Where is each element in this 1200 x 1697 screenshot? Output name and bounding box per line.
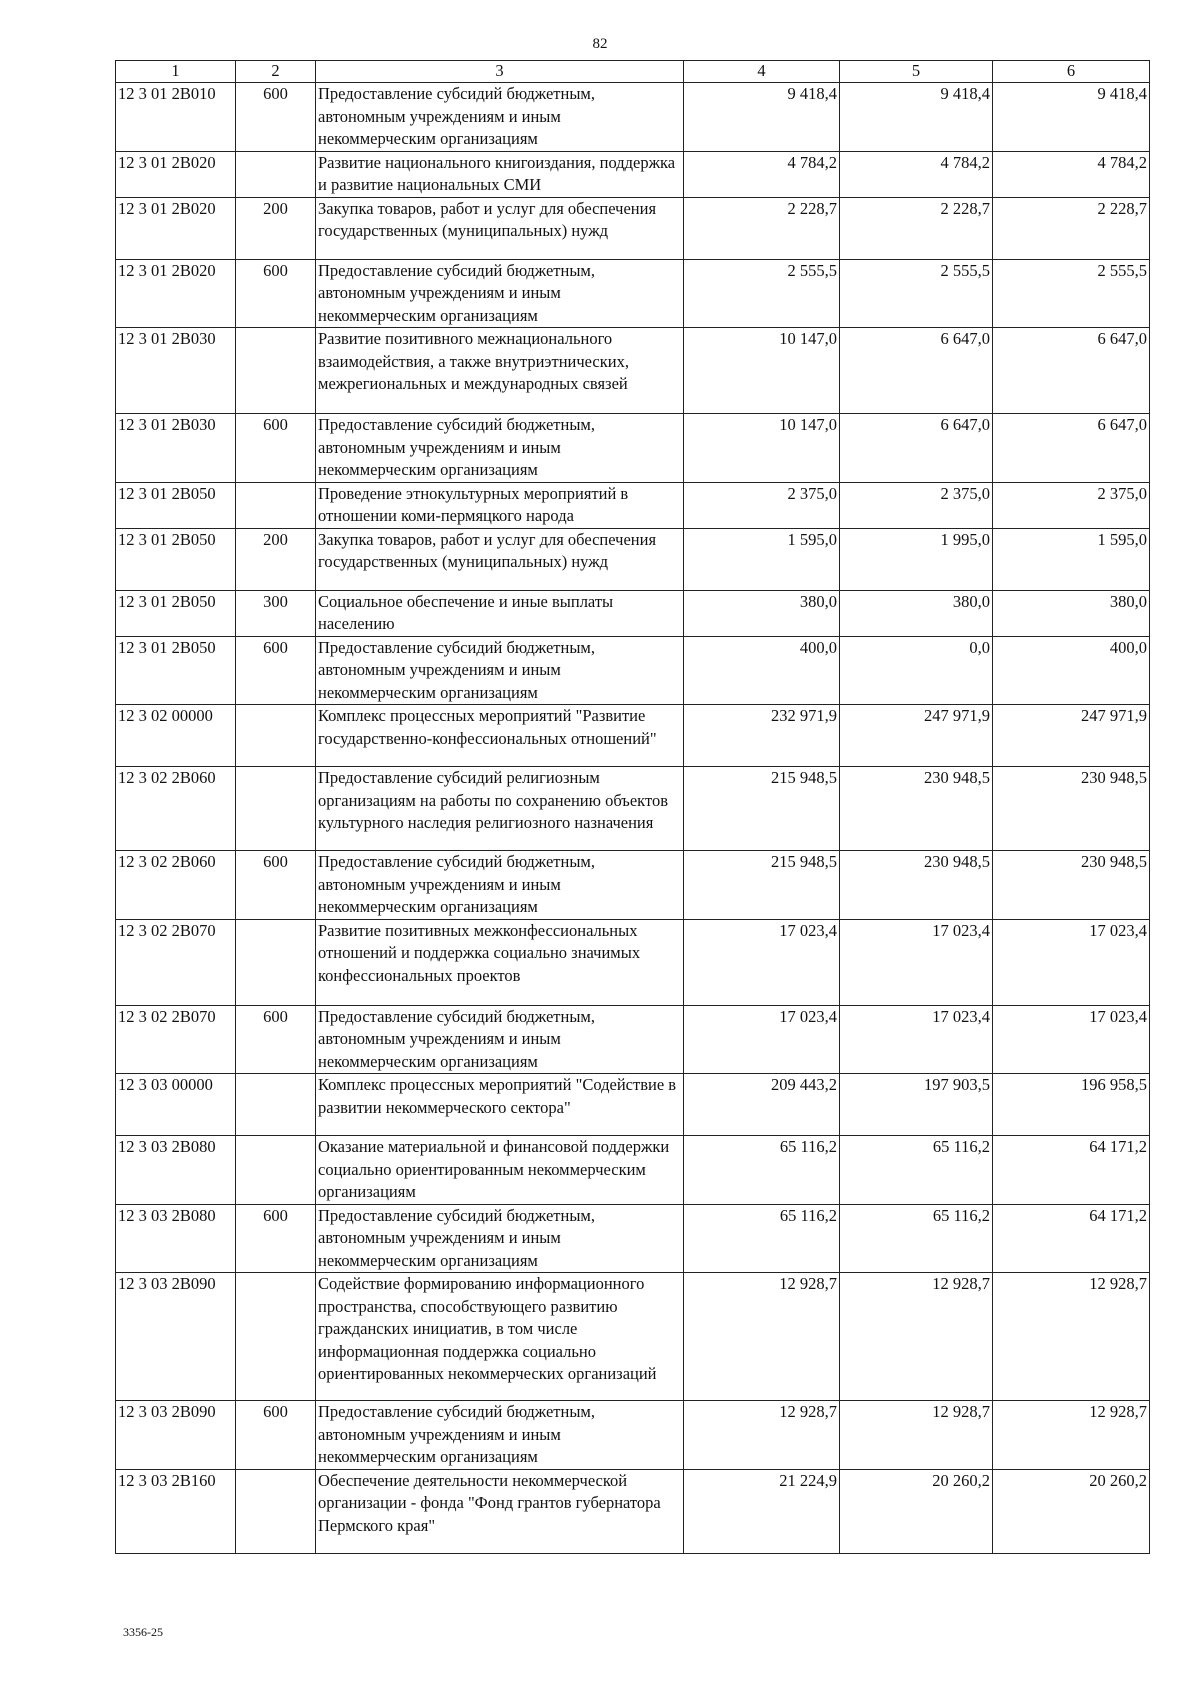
row-value-col4: 9 418,4 [684,83,840,152]
row-value-col4: 12 928,7 [684,1401,840,1470]
row-expense-type [236,1136,316,1205]
table-row [116,1005,1150,1074]
row-value-col6: 20 260,2 [993,1469,1150,1553]
row-value-col6: 2 375,0 [993,482,1150,528]
row-value-col6: 12 928,7 [993,1273,1150,1401]
row-value-col6: 230 948,5 [993,767,1150,851]
row-expense-type: 600 [236,83,316,152]
row-code: 12 3 02 2B060 [116,851,236,920]
table-row [116,1273,1150,1401]
row-value-col6: 247 971,9 [993,705,1150,767]
row-value-col4: 209 443,2 [684,1074,840,1136]
document-footer-code: 3356-25 [123,1625,163,1639]
row-code: 12 3 03 2B160 [116,1469,236,1553]
row-value-col5: 65 116,2 [840,1204,993,1273]
row-value-col6: 4 784,2 [993,151,1150,197]
column-header: 5 [840,61,993,83]
row-value-col5: 2 375,0 [840,482,993,528]
table-row [116,151,1150,197]
row-name: Предоставление субсидий бюджетным, автономным учреждениям и иным некоммерческим организациям [316,636,684,705]
table-row [116,197,1150,259]
row-value-col4: 2 375,0 [684,482,840,528]
table-row [116,1401,1150,1470]
row-value-col5: 9 418,4 [840,83,993,152]
row-value-col5: 230 948,5 [840,767,993,851]
row-value-col5: 197 903,5 [840,1074,993,1136]
row-value-col4: 4 784,2 [684,151,840,197]
row-value-col6: 17 023,4 [993,919,1150,1005]
row-name: Предоставление субсидий бюджетным, автономным учреждениям и иным некоммерческим организациям [316,259,684,328]
column-header: 6 [993,61,1150,83]
row-name: Комплекс процессных мероприятий "Содействие в развитии некоммерческого сектора" [316,1074,684,1136]
row-name: Комплекс процессных мероприятий "Развитие государственно-конфессиональных отношений" [316,705,684,767]
row-name: Развитие позитивных межконфессиональных отношений и поддержка социально значимых конфессиональных проектов [316,919,684,1005]
column-header: 1 [116,61,236,83]
row-value-col6: 380,0 [993,590,1150,636]
row-value-col4: 215 948,5 [684,851,840,920]
row-value-col5: 17 023,4 [840,1005,993,1074]
row-value-col4: 65 116,2 [684,1136,840,1205]
row-expense-type [236,328,316,414]
row-value-col5: 2 228,7 [840,197,993,259]
row-value-col5: 17 023,4 [840,919,993,1005]
row-name: Предоставление субсидий бюджетным, автономным учреждениям и иным некоммерческим организациям [316,414,684,483]
table-row [116,1469,1150,1553]
row-value-col6: 196 958,5 [993,1074,1150,1136]
row-expense-type [236,1074,316,1136]
row-value-col4: 1 595,0 [684,528,840,590]
row-value-col4: 65 116,2 [684,1204,840,1273]
row-value-col4: 380,0 [684,590,840,636]
table-body [116,83,1150,1554]
row-expense-type: 600 [236,1204,316,1273]
row-value-col4: 2 228,7 [684,197,840,259]
row-expense-type [236,151,316,197]
row-value-col5: 0,0 [840,636,993,705]
row-value-col5: 12 928,7 [840,1401,993,1470]
table-row [116,1074,1150,1136]
row-value-col6: 9 418,4 [993,83,1150,152]
row-value-col6: 400,0 [993,636,1150,705]
table-row [116,1204,1150,1273]
row-code: 12 3 01 2B030 [116,414,236,483]
row-code: 12 3 02 2B070 [116,1005,236,1074]
row-value-col4: 400,0 [684,636,840,705]
table-row [116,851,1150,920]
row-expense-type: 200 [236,528,316,590]
row-code: 12 3 03 2B080 [116,1204,236,1273]
row-code: 12 3 02 00000 [116,705,236,767]
row-expense-type: 200 [236,197,316,259]
row-code: 12 3 01 2B020 [116,259,236,328]
row-name: Закупка товаров, работ и услуг для обеспечения государственных (муниципальных) нужд [316,197,684,259]
row-value-col4: 12 928,7 [684,1273,840,1401]
table-row [116,636,1150,705]
row-value-col4: 17 023,4 [684,1005,840,1074]
row-code: 12 3 03 2B090 [116,1273,236,1401]
row-expense-type [236,919,316,1005]
row-value-col5: 65 116,2 [840,1136,993,1205]
row-name: Предоставление субсидий бюджетным, автономным учреждениям и иным некоммерческим организациям [316,83,684,152]
row-name: Предоставление субсидий бюджетным, автономным учреждениям и иным некоммерческим организациям [316,851,684,920]
row-value-col4: 2 555,5 [684,259,840,328]
row-code: 12 3 01 2B020 [116,151,236,197]
row-value-col5: 230 948,5 [840,851,993,920]
row-code: 12 3 02 2B070 [116,919,236,1005]
row-expense-type [236,705,316,767]
table-row [116,259,1150,328]
row-name: Развитие позитивного межнационального взаимодействия, а также внутриэтнических, межрегиональных и международных связей [316,328,684,414]
row-expense-type: 600 [236,1401,316,1470]
budget-table [115,60,1150,1554]
table-row [116,328,1150,414]
row-expense-type: 600 [236,414,316,483]
row-code: 12 3 02 2B060 [116,767,236,851]
row-code: 12 3 03 2B080 [116,1136,236,1205]
row-expense-type: 300 [236,590,316,636]
row-code: 12 3 03 2B090 [116,1401,236,1470]
row-name: Социальное обеспечение и иные выплаты населению [316,590,684,636]
column-header: 2 [236,61,316,83]
row-value-col5: 6 647,0 [840,328,993,414]
row-value-col5: 2 555,5 [840,259,993,328]
row-value-col5: 20 260,2 [840,1469,993,1553]
row-expense-type: 600 [236,1005,316,1074]
row-expense-type [236,1273,316,1401]
row-expense-type [236,482,316,528]
row-code: 12 3 01 2B050 [116,482,236,528]
table-row [116,414,1150,483]
row-name: Предоставление субсидий религиозным организациям на работы по сохранению объектов культурного наследия религиозного назначения [316,767,684,851]
table-row [116,919,1150,1005]
row-value-col5: 4 784,2 [840,151,993,197]
row-value-col5: 12 928,7 [840,1273,993,1401]
row-value-col4: 21 224,9 [684,1469,840,1553]
row-name: Обеспечение деятельности некоммерческой организации - фонда "Фонд грантов губернатора Пермского края" [316,1469,684,1553]
table-row [116,705,1150,767]
row-value-col5: 380,0 [840,590,993,636]
row-value-col6: 6 647,0 [993,414,1150,483]
row-value-col4: 17 023,4 [684,919,840,1005]
row-value-col6: 2 555,5 [993,259,1150,328]
row-value-col5: 247 971,9 [840,705,993,767]
table-header-row [116,61,1150,83]
row-expense-type: 600 [236,636,316,705]
row-name: Закупка товаров, работ и услуг для обеспечения государственных (муниципальных) нужд [316,528,684,590]
row-name: Развитие национального книгоиздания, поддержка и развитие национальных СМИ [316,151,684,197]
table-row [116,1136,1150,1205]
row-expense-type: 600 [236,851,316,920]
row-value-col6: 64 171,2 [993,1136,1150,1205]
table-row [116,528,1150,590]
table-row [116,767,1150,851]
row-code: 12 3 01 2B020 [116,197,236,259]
row-value-col6: 12 928,7 [993,1401,1150,1470]
column-header: 3 [316,61,684,83]
row-name: Предоставление субсидий бюджетным, автономным учреждениям и иным некоммерческим организациям [316,1401,684,1470]
table-row [116,83,1150,152]
row-value-col6: 230 948,5 [993,851,1150,920]
row-name: Предоставление субсидий бюджетным, автономным учреждениям и иным некоммерческим организациям [316,1204,684,1273]
row-code: 12 3 01 2B050 [116,590,236,636]
row-value-col4: 232 971,9 [684,705,840,767]
row-value-col6: 17 023,4 [993,1005,1150,1074]
row-value-col4: 10 147,0 [684,414,840,483]
row-name: Проведение этнокультурных мероприятий в отношении коми-пермяцкого народа [316,482,684,528]
column-header: 4 [684,61,840,83]
row-name: Предоставление субсидий бюджетным, автономным учреждениям и иным некоммерческим организациям [316,1005,684,1074]
row-code: 12 3 01 2B010 [116,83,236,152]
table-row [116,482,1150,528]
row-name: Оказание материальной и финансовой поддержки социально ориентированным некоммерческим организациям [316,1136,684,1205]
row-value-col5: 6 647,0 [840,414,993,483]
row-value-col4: 215 948,5 [684,767,840,851]
row-code: 12 3 03 00000 [116,1074,236,1136]
row-value-col6: 2 228,7 [993,197,1150,259]
row-expense-type: 600 [236,259,316,328]
table-row [116,590,1150,636]
page-number: 82 [592,36,608,52]
row-name: Содействие формированию информационного пространства, способствующего развитию гражданских инициатив, в том числе информационная поддержка социально ориентированных некоммерческих организаций [316,1273,684,1401]
row-code: 12 3 01 2B050 [116,528,236,590]
row-value-col5: 1 995,0 [840,528,993,590]
row-code: 12 3 01 2B050 [116,636,236,705]
row-value-col4: 10 147,0 [684,328,840,414]
row-value-col6: 6 647,0 [993,328,1150,414]
row-value-col6: 64 171,2 [993,1204,1150,1273]
row-expense-type [236,1469,316,1553]
row-expense-type [236,767,316,851]
row-value-col6: 1 595,0 [993,528,1150,590]
row-code: 12 3 01 2B030 [116,328,236,414]
